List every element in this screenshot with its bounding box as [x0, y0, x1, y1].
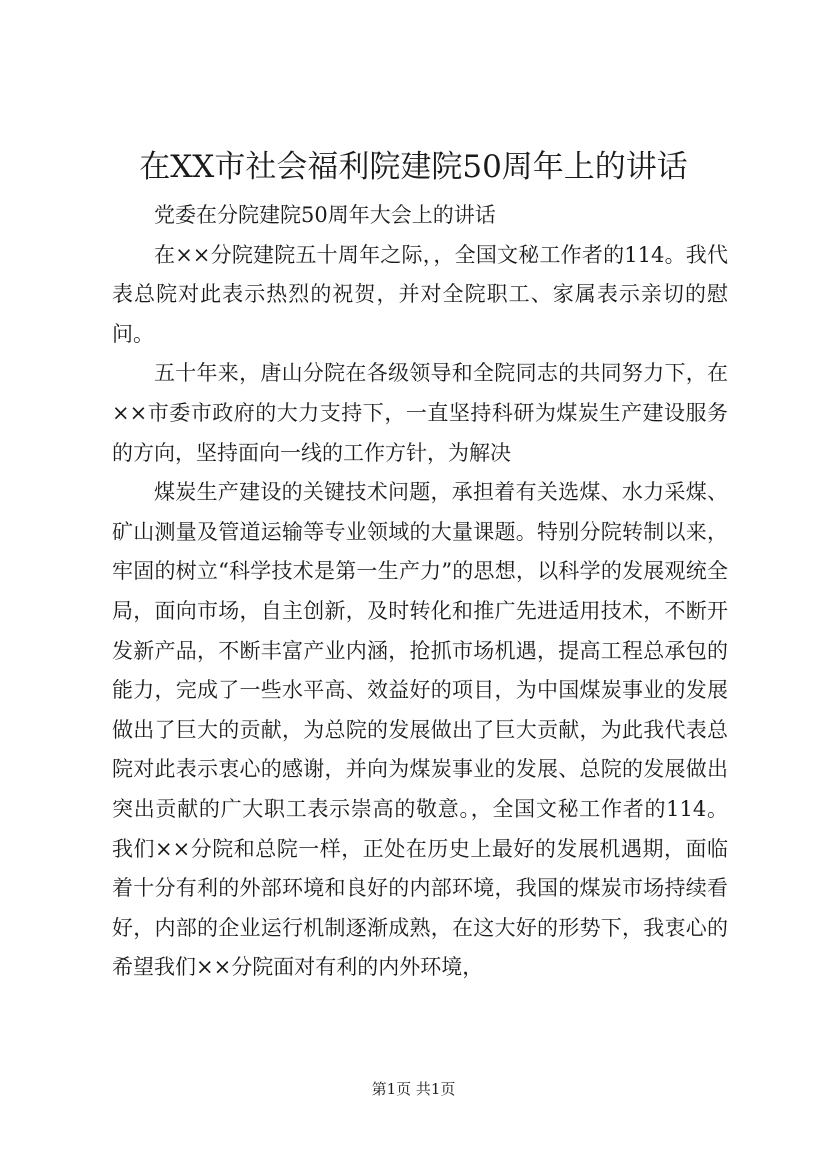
document-title: 在XX市社会福利院建院50周年上的讲话 [139, 149, 688, 185]
paragraph-1: 在××分院建院五十周年之际，，全国文秘工作者的114。我代表总院对此表示热烈的祝贺，并对全院职工、家属表示亲切的慰问。 [112, 242, 728, 346]
paragraph-subtitle: 党委在分院建院50周年大会上的讲话 [154, 203, 496, 227]
document-body [112, 196, 728, 988]
page-footer: 第1页 共1页 [371, 1080, 456, 1098]
paragraph-2: 五十年来，唐山分院在各级领导和全院同志的共同努力下，在××市委市政府的大力支持下，一直坚持科研为煤炭生产建设服务的方向，坚持面向一线的工作方针，为解决 [112, 361, 728, 465]
paragraph-3: 煤炭生产建设的关键技术问题，承担着有关选煤、水力采煤、矿山测量及管道运输等专业领域的大量课题。特别分院转制以来，牢固的树立“科学技术是第一生产力”的思想，以科学的发展观统全局，面向市场，自主创新，及时转化和推广先进适用技术，不断开发新产品，不断丰富产业内涵，抢抓市场机遇，提高工程总承包的能力，完成了一些水平高、效益好的项目，为中国煤炭事业的发展做出了巨大的贡献，为总院的发展做出了巨大贡献，为此我代表总院对此表示衷心的感谢，并向为煤炭事业的发展、总院的发展做出突出贡献的广大职工表示崇高的敬意。，全国文秘工作者的114。我们××分院和总院一样，正处在历史上最好的发展机遇期，面临着十分有利的外部环境和良好的内部环境，我国的煤炭市场持续看好，内部的企业运行机制逐渐成熟，在这大好的形势下，我衷心的希望我们××分院面对有利的内外环境， [112, 480, 728, 980]
